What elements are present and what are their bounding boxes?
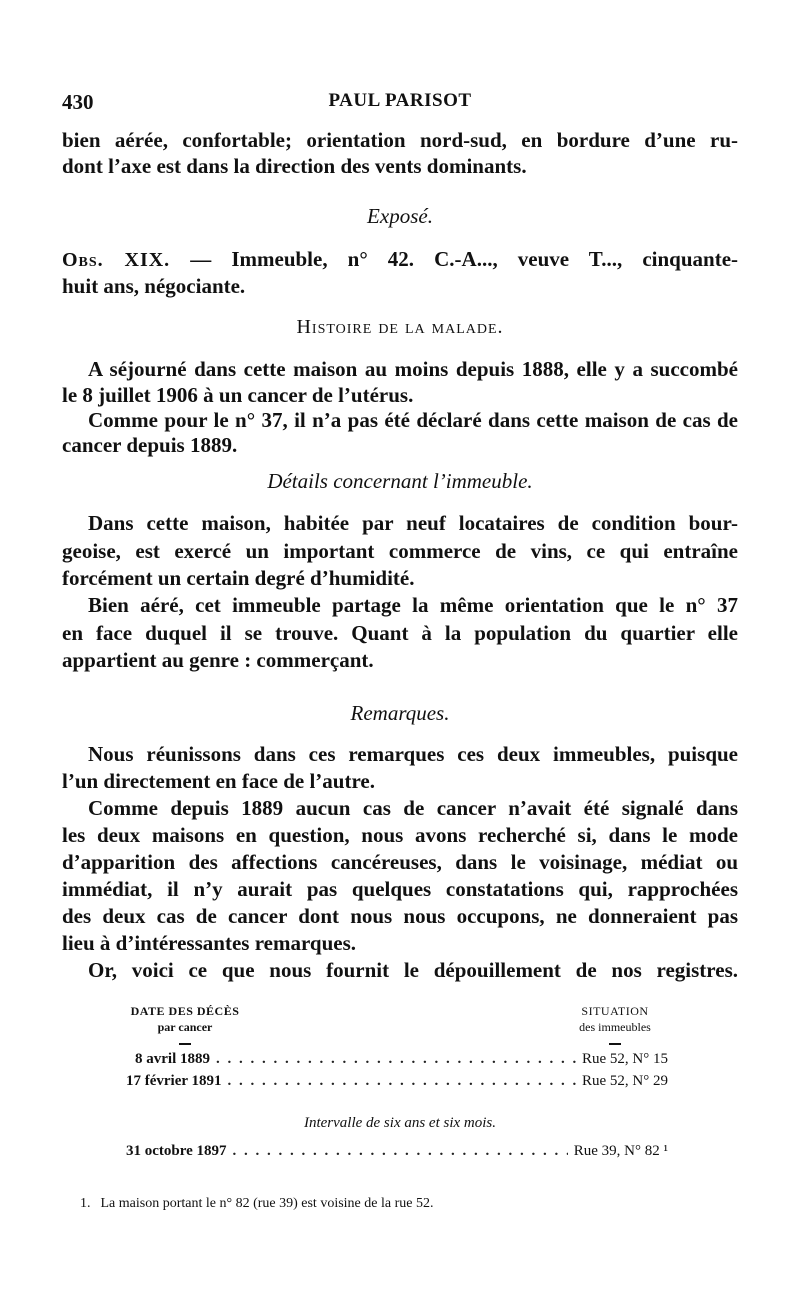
page-number: 430 [62,90,94,114]
leader-dots [228,1073,576,1090]
table-header-dates [110,1003,260,1045]
row-date: 8 avril 1889 [135,1051,210,1067]
dates-column-rule [179,1043,191,1045]
remarques-line-4: les deux maisons en question, nous avons recherché si, dans le mode [62,823,738,847]
table-row [126,1073,668,1095]
remarques-heading: Remarques. [350,701,450,725]
details-line-3: forcément un certain degré d’humidité. [62,566,415,590]
remarques-line-8: lieu à d’intéressantes remarques. [62,931,356,955]
remarques-line-2: l’un directement en face de l’autre. [62,769,375,793]
remarques-line-7: des deux cas de cancer dont nous nous occupons, ne donneraient pas [62,904,738,928]
interval-note: Intervalle de six ans et six mois. [303,1115,497,1131]
histoire-heading: Histoire de la malade. [296,316,504,338]
observation-line-1 [62,245,738,274]
row-date: 17 février 1891 [126,1073,222,1089]
table-row [135,1051,668,1073]
histoire-line-2: le 8 juillet 1906 à un cancer de l’utérus. [62,383,414,407]
details-line-4: Bien aéré, cet immeuble partage la même orientation que le n° 37 [88,593,738,617]
observation-label: Obs. XIX. [62,249,171,271]
details-line-2: geoise, est exercé un important commerce de vins, ce qui entraîne [62,539,738,563]
footnote [80,1196,433,1212]
intro-line-1: bien aérée, confortable; orientation nord-sud, en bordure d’une ru- [62,128,738,152]
row-location: Rue 52, N° 29 [582,1073,668,1089]
footnote-text: La maison portant le n° 82 (rue 39) est voisine de la rue 52. [100,1196,434,1211]
observation-text: — Immeuble, n° 42. C.-A..., veuve T..., cinquante- [190,247,738,271]
locations-column-rule [609,1043,621,1045]
remarques-line-6: immédiat, il n’y aurait pas quelques constatations qui, rapprochées [62,877,738,901]
dates-column-subtitle: par cancer [157,1020,213,1034]
locations-column-subtitle: des immeubles [579,1020,651,1034]
histoire-line-3: Comme pour le n° 37, il n’a pas été déclaré dans cette maison de cas de [88,408,738,432]
row-location: Rue 52, N° 15 [582,1051,668,1067]
dates-column-title: DATE DES DÉCÈS [130,1004,240,1018]
page-header [62,90,738,120]
details-line-5: en face duquel il se trouve. Quant à la population du quartier elle [62,621,738,645]
table-header-locations [545,1003,685,1045]
leader-dots [233,1143,568,1160]
details-line-6: appartient au genre : commerçant. [62,648,374,672]
leader-dots [216,1051,576,1068]
histoire-line-4: cancer depuis 1889. [62,433,238,457]
locations-column-title: SITUATION [581,1004,649,1018]
remarques-line-9: Or, voici ce que nous fournit le dépouillement de nos registres. [88,958,738,982]
footnote-marker: 1. [80,1196,91,1211]
table-row [126,1143,668,1165]
remarques-line-5: d’apparition des affections cancéreuses, dans le voisinage, médiat ou [62,850,738,874]
remarques-line-3: Comme depuis 1889 aucun cas de cancer n’avait été signalé dans [88,796,738,820]
intro-line-2: dont l’axe est dans la direction des vents dominants. [62,154,527,178]
running-title: PAUL PARISOT [328,90,472,111]
remarques-line-1: Nous réunissons dans ces remarques ces deux immeubles, puisque [88,742,738,766]
details-heading: Détails concernant l’immeuble. [267,469,533,493]
row-location: Rue 39, N° 82 ¹ [573,1143,668,1159]
histoire-line-1: A séjourné dans cette maison au moins depuis 1888, elle y a succombé [88,357,738,381]
details-line-1: Dans cette maison, habitée par neuf locataires de condition bour- [88,511,738,535]
row-date: 31 octobre 1897 [126,1143,227,1159]
observation-line-2: huit ans, négociante. [62,274,246,298]
expose-heading: Exposé. [367,204,433,228]
